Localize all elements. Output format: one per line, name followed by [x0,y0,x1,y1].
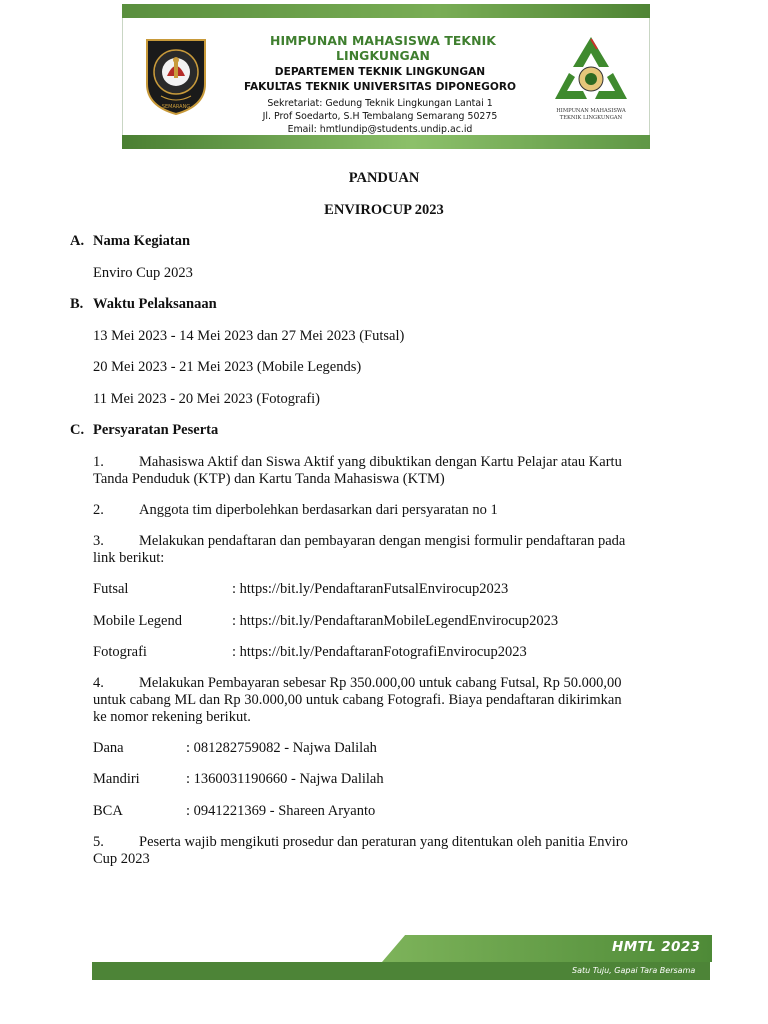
account-label-mandiri: Mandiri [93,771,140,787]
footer-tagline: Satu Tuju, Gapai Tara Bersama [572,966,696,975]
email-line: Email: hmtlundip@students.undip.ac.id [287,124,473,135]
section-c-title: Persyaratan Peserta [93,422,219,438]
requirement-1-number: 1. [93,454,104,470]
requirement-3-line-1: Melakukan pendaftaran dan pembayaran dengan mengisi formulir pendaftaran pada [139,533,626,549]
requirement-3-number: 3. [93,533,104,549]
section-b-title: Waktu Pelaksanaan [93,296,217,312]
undip-logo-icon [143,36,209,116]
requirement-4-line-1: Melakukan Pembayaran sebesar Rp 350.000,00 untuk cabang Futsal, Rp 50.000,00 [139,675,622,691]
footer-title: HMTL 2023 [612,939,701,955]
schedule-item: 13 Mei 2023 - 14 Mei 2023 dan 27 Mei 2023 (Futsal) [93,328,405,344]
requirement-5-line-1: Peserta wajib mengikuti prosedur dan peraturan yang ditentukan oleh panitia Enviro [139,834,628,850]
hmtl-logo-caption-2: TEKNIK LINGKUNGAN [559,115,623,121]
hmtl-logo-icon [551,33,631,123]
document-title: PANDUAN [348,170,420,186]
undip-logo-text: SEMARANG [161,104,191,110]
link-label-mobile-legend: Mobile Legend [93,613,182,629]
requirement-4-line-2: untuk cabang ML dan Rp 30.000,00 untuk cabang Fotografi. Biaya pendaftaran dikirimkan [93,692,622,708]
requirement-2-line-1: Anggota tim diperbolehkan berdasarkan dari persyaratan no 1 [139,502,498,518]
document-subtitle: ENVIROCUP 2023 [324,202,444,218]
org-name: HIMPUNAN MAHASISWA TEKNIK LINGKUNGAN [269,33,497,63]
link-fotografi[interactable]: : https://bit.ly/PendaftaranFotografiEnvirocup2023 [232,644,527,660]
letterhead-top-bar [122,4,650,18]
requirement-1-line-1: Mahasiswa Aktif dan Siswa Aktif yang dibuktikan dengan Kartu Pelajar atau Kartu [139,454,622,470]
requirement-4-line-3: ke nomor rekening berikut. [93,709,251,725]
requirement-4-number: 4. [93,675,104,691]
section-a-letter: A. [70,233,85,249]
letterhead-bottom-bar [122,135,650,149]
faculty-name: FAKULTAS TEKNIK UNIVERSITAS DIPONEGORO [243,81,517,93]
requirement-5-number: 5. [93,834,104,850]
address-block [215,97,545,136]
section-a-content: Enviro Cup 2023 [93,265,193,281]
schedule-item: 20 Mei 2023 - 21 Mei 2023 (Mobile Legends) [93,359,362,375]
account-label-dana: Dana [93,740,124,756]
section-b-letter: B. [70,296,84,312]
account-value-bca: : 0941221369 - Shareen Aryanto [186,803,376,819]
link-label-fotografi: Fotografi [93,644,147,660]
requirement-2-number: 2. [93,502,104,518]
link-label-futsal: Futsal [93,581,129,597]
address-line-2: Jl. Prof Soedarto, S.H Tembalang Semarang 50275 [262,111,498,122]
account-label-bca: BCA [93,803,123,819]
letterhead [122,4,650,149]
requirement-1-line-2: Tanda Penduduk (KTP) dan Kartu Tanda Mahasiswa (KTM) [93,471,445,487]
link-mobile-legend[interactable]: : https://bit.ly/PendaftaranMobileLegendEnvirocup2023 [232,613,559,629]
account-value-mandiri: : 1360031190660 - Najwa Dalilah [186,771,384,787]
link-futsal[interactable]: : https://bit.ly/PendaftaranFutsalEnvirocup2023 [232,581,509,597]
requirement-5-line-2: Cup 2023 [93,851,150,867]
address-line-1: Sekretariat: Gedung Teknik Lingkungan Lantai 1 [267,98,493,109]
department-name: DEPARTEMEN TEKNIK LINGKUNGAN [274,66,486,78]
schedule-item: 11 Mei 2023 - 20 Mei 2023 (Fotografi) [93,391,321,407]
requirement-3-line-2: link berikut: [93,550,165,566]
section-c-letter: C. [70,422,85,438]
hmtl-logo-caption-1: HIMPUNAN MAHASISWA [556,108,626,114]
section-a-title: Nama Kegiatan [93,233,191,249]
letterhead-text-block [215,33,545,136]
account-value-dana: : 081282759082 - Najwa Dalilah [186,740,377,756]
